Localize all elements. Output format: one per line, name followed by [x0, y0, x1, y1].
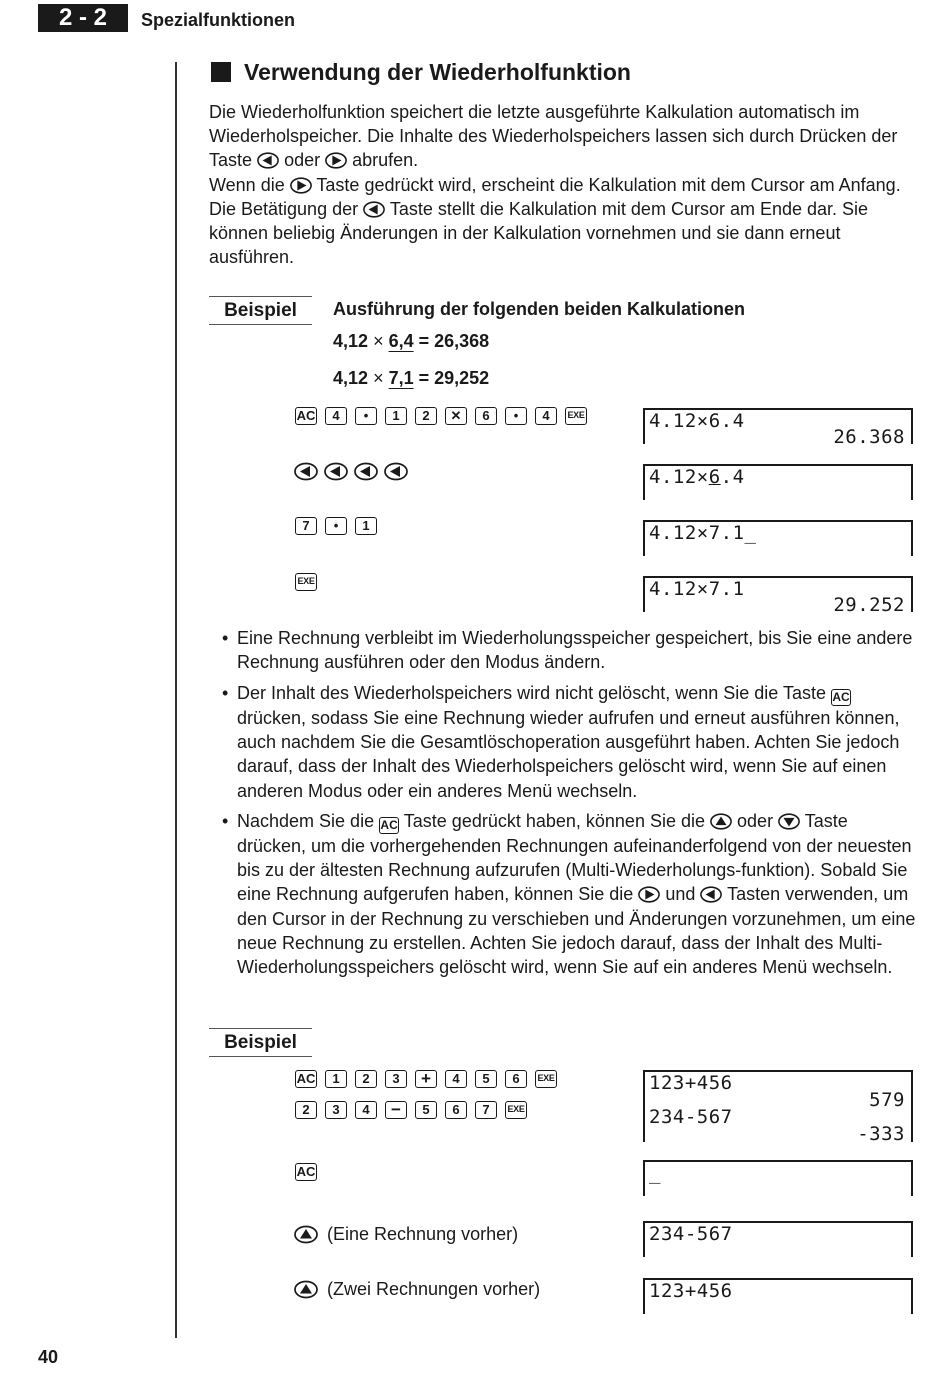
page-number: 40 [38, 1347, 59, 1367]
key-sequence-3 [295, 517, 377, 535]
calc-line-1: 4,12 × 6,4 = 26,368 [333, 331, 490, 351]
lcd-screen-7: 234-567 [643, 1221, 913, 1257]
dot-key: • [325, 517, 347, 535]
key-sequence-7 [295, 1163, 317, 1181]
plus-key: + [415, 1070, 437, 1088]
ac-key: AC [832, 690, 850, 704]
dot-key: • [355, 407, 377, 425]
ac-key: AC [380, 818, 398, 832]
down-arrow-key-icon [778, 813, 800, 830]
intro-text: Die Wiederholfunktion speichert die letzte ausgeführte Kalkulation automatisch im Wiederholspeicher. Die Inhalte des Wiederholspeichers lassen sich durch Drücken der Taste oder abrufen. Wenn die Taste gedrückt wird, erscheint die Kalkulation mit dem Cursor am Anfang. Die Betätigung der Taste stellt die Kalkulation mit dem Cursor am Ende dar. Sie können beliebig Änderungen in der Kalkulation vornehmen und sie dann erneut ausführen. [209, 102, 901, 268]
right-arrow-key-icon [638, 886, 660, 903]
multiply-key: ✕ [445, 407, 467, 425]
up-arrow-key-icon [710, 813, 732, 830]
example-label: Beispiel [209, 296, 312, 325]
bullet-item-1: • Eine Rechnung verbleibt im Wiederholungsspeicher gespeichert, bis Sie eine andere Rechnung ausführen oder den Modus ändern. [222, 628, 913, 673]
lcd-screen-3: 4.12×7.1_ [643, 520, 913, 556]
digit-key: 3 [385, 1070, 407, 1088]
digit-key: 1 [325, 1070, 347, 1088]
digit-key: 2 [415, 407, 437, 425]
key-sequence-6 [295, 1101, 527, 1119]
bullet-item-3: • Nachdem Sie die AC Taste gedrückt haben, können Sie die oder Taste drücken, um die vorhergehenden Rechnungen aufeinanderfolgend von der neuesten bis zu der ältesten Rechnung aufzurufen (Multi-Wiederholungs-funktion). Sobald Sie eine Rechnung aufgerufen haben, können Sie die und Tasten verwenden, um den Cursor in der Rechnung zu verschieben und Änderungen vorzunehmen, um eine neue Rechnung zu erstellen. Achten Sie jedoch darauf, dass der Inhalt des Multi-Wiederholungsspeichers gelöscht wird, wenn Sie auf ein anderes Menü wechseln. [222, 811, 916, 978]
digit-key: 7 [475, 1101, 497, 1119]
up-arrow-key-icon [294, 1280, 318, 1299]
digit-key: 2 [295, 1101, 317, 1119]
ac-key: AC [296, 1164, 316, 1179]
key-sequence-5 [295, 1070, 557, 1088]
digit-key: 4 [355, 1101, 377, 1119]
intro-p2-text: Wenn die [209, 174, 285, 195]
key-sequence-1 [295, 407, 587, 425]
page-heading: Verwendung der Wiederholfunktion [244, 59, 631, 85]
lcd-screen-2: 4.12×6.4 [643, 464, 913, 500]
left-arrow-key-icon [354, 462, 378, 481]
key-sequence-8 [294, 1224, 518, 1245]
section-number-badge: 2 - 2 [38, 4, 128, 32]
intro-p1-text: Die Wiederholfunktion speichert die letzte ausgeführte Kalkulation automatisch im Wiederholspeicher. Die Inhalte des Wiederholspeichers lassen sich durch Drücken der Taste [209, 102, 898, 171]
digit-key: 1 [385, 407, 407, 425]
exe-key: EXE [505, 1101, 527, 1119]
bullet-item-2: • Der Inhalt des Wiederholspeichers wird nicht gelöscht, wenn Sie die Taste AC drücken, sodass Sie eine Rechnung wieder aufrufen und erneut ausführen können, auch nachdem Sie die Gesamtlöschoperation ausgeführt haben. Achten Sie jedoch darauf, dass der Inhalt des Wiederholspeichers gelöscht wird, wenn Sie auf einen anderen Modus oder ein anderes Menü wechseln. [222, 683, 900, 801]
key-sequence-4 [295, 573, 317, 591]
digit-key: 5 [415, 1101, 437, 1119]
digit-key: 1 [355, 517, 377, 535]
right-arrow-key-icon [290, 177, 312, 194]
digit-key: 4 [325, 407, 347, 425]
left-arrow-key-icon [324, 462, 348, 481]
digit-key: 6 [505, 1070, 527, 1088]
lcd-screen-4: 4.12×7.1 29.252 [643, 576, 913, 612]
lcd-screen-6: _ [643, 1160, 913, 1196]
digit-key: 5 [475, 1070, 497, 1088]
exe-key: EXE [295, 573, 317, 591]
digit-key: 4 [535, 407, 557, 425]
digit-key: 3 [325, 1101, 347, 1119]
up-arrow-key-icon [294, 1225, 318, 1244]
digit-key: 4 [445, 1070, 467, 1088]
digit-key: 7 [295, 517, 317, 535]
left-arrow-key-icon [363, 201, 385, 218]
right-arrow-key-icon [325, 152, 347, 169]
lcd-screen-5: 123+456 579 234-567 -333 [643, 1070, 913, 1142]
ac-key: AC [296, 408, 316, 423]
step-label: (Zwei Rechnungen vorher) [327, 1279, 541, 1299]
example-title: Ausführung der folgenden beiden Kalkulationen [333, 299, 746, 319]
example-label-2: Beispiel [209, 1028, 312, 1057]
heading-square-icon [211, 62, 231, 82]
ac-key: AC [296, 1071, 316, 1086]
dot-key: • [505, 407, 527, 425]
section-title: Spezialfunktionen [141, 10, 296, 30]
exe-key: EXE [535, 1070, 557, 1088]
lcd-screen-8: 123+456 [643, 1278, 913, 1314]
margin-rule [175, 62, 177, 1338]
key-sequence-9 [294, 1279, 540, 1300]
step-label: (Eine Rechnung vorher) [327, 1224, 519, 1244]
calc-line-2: 4,12 × 7,1 = 29,252 [333, 368, 490, 388]
digit-key: 6 [475, 407, 497, 425]
key-sequence-2 [294, 462, 408, 481]
left-arrow-key-icon [294, 462, 318, 481]
left-arrow-key-icon [700, 886, 722, 903]
left-arrow-key-icon [384, 462, 408, 481]
exe-key: EXE [565, 407, 587, 425]
digit-key: 2 [355, 1070, 377, 1088]
lcd-screen-1: 4.12×6.4 26.368 [643, 408, 913, 444]
left-arrow-key-icon [257, 152, 279, 169]
minus-key: − [385, 1101, 407, 1119]
digit-key: 6 [445, 1101, 467, 1119]
